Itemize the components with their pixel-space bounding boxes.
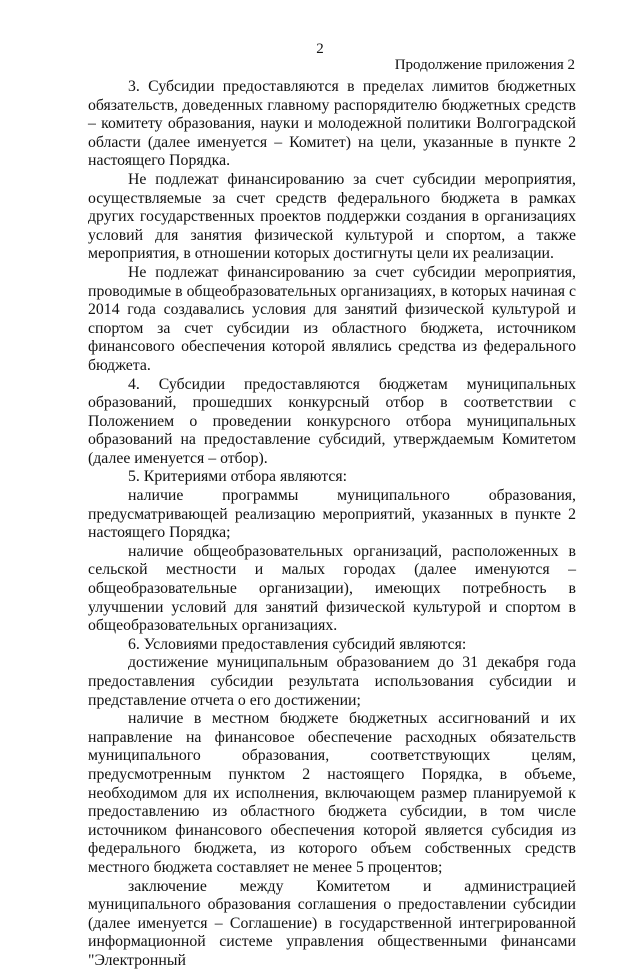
paragraph-3-subsidy-limits: 3. Субсидии предоставляются в пределах лимитов бюджетных обязательств, доведенных главному распорядителю бюджетных средств – комитету образования, науки и молодежной политики Волгоградской области (далее именуется – Комитет) на цели, указанные в пункте 2 настоящего Порядка. [88,78,576,170]
paragraph-6-conditions: 6. Условиями предоставления субсидий являются: [128,635,467,653]
paragraph-condition-result: достижение муниципальным образованием до 31 декабря года предоставления субсидии результата использования субсидии и представление отчета о его достижении; [88,654,576,709]
paragraph-condition-budget: наличие в местном бюджете бюджетных ассигнований и их направление на финансовое обеспечение расходных обязательств муниципального образования, соответствующих целям, предусмотренным пунктом 2 настоящего Порядка, в объеме, необходимом для их исполнения, включающем размер планируемой к предоставлению из областного бюджета субсидии, в том числе источником финансового обеспечения которой является субсидия из федерального бюджета, из которого объем собственных средств местного бюджета составляет не менее 5 процентов; [88,710,576,876]
page-number: 2 [316,41,324,57]
paragraph-criterion-organizations: наличие общеобразовательных организаций, расположенных в сельской местности и малых городах (далее именуются – общеобразовательные организации), имеющих потребность в улучшении условий для занятий физической культурой и спортом в общеобразовательных организациях. [88,542,576,635]
continuation-note: Продолжение приложения 2 [394,57,575,73]
paragraph-not-financed-federal: Не подлежат финансированию за счет субсидии мероприятия, осуществляемые за счет средств федерального бюджета в рамках других государственных проектов поддержки создания в организациях условий для занятия физической культурой и спортом, а также мероприятия, в отношении которых достигнуты цели их реализации. [88,170,576,263]
paragraph-5-selection-criteria: 5. Критериями отбора являются: [128,468,348,486]
paragraph-4-municipal-budgets: 4. Субсидии предоставляются бюджетам муниципальных образований, прошедших конкурсный отбор в соответствии с Положением о проведении конкурсного отбора муниципальных образований на предоставление субсидий, утверждаемым Комитетом (далее именуется – отбор). [88,375,576,467]
document-body [88,78,576,971]
paragraph-condition-agreement: заключение между Комитетом и администрацией муниципального образования соглашения о предоставлении субсидии (далее именуется – Соглашение) в государственной интегрированной информационной системе управления общественными финансами "Электронный [88,877,576,969]
paragraph-criterion-program: наличие программы муниципального образования, предусматривающей реализацию мероприятий, указанных в пункте 2 настоящего Порядка; [88,487,576,542]
paragraph-not-financed-schools: Не подлежат финансированию за счет субсидии мероприятия, проводимые в общеобразовательных организациях, в которых начиная с 2014 года создавались условия для занятий физической культурой и спортом за счет субсидии из областного бюджета, источником финансового обеспечения которой являлись средства из федерального бюджета. [88,263,576,374]
